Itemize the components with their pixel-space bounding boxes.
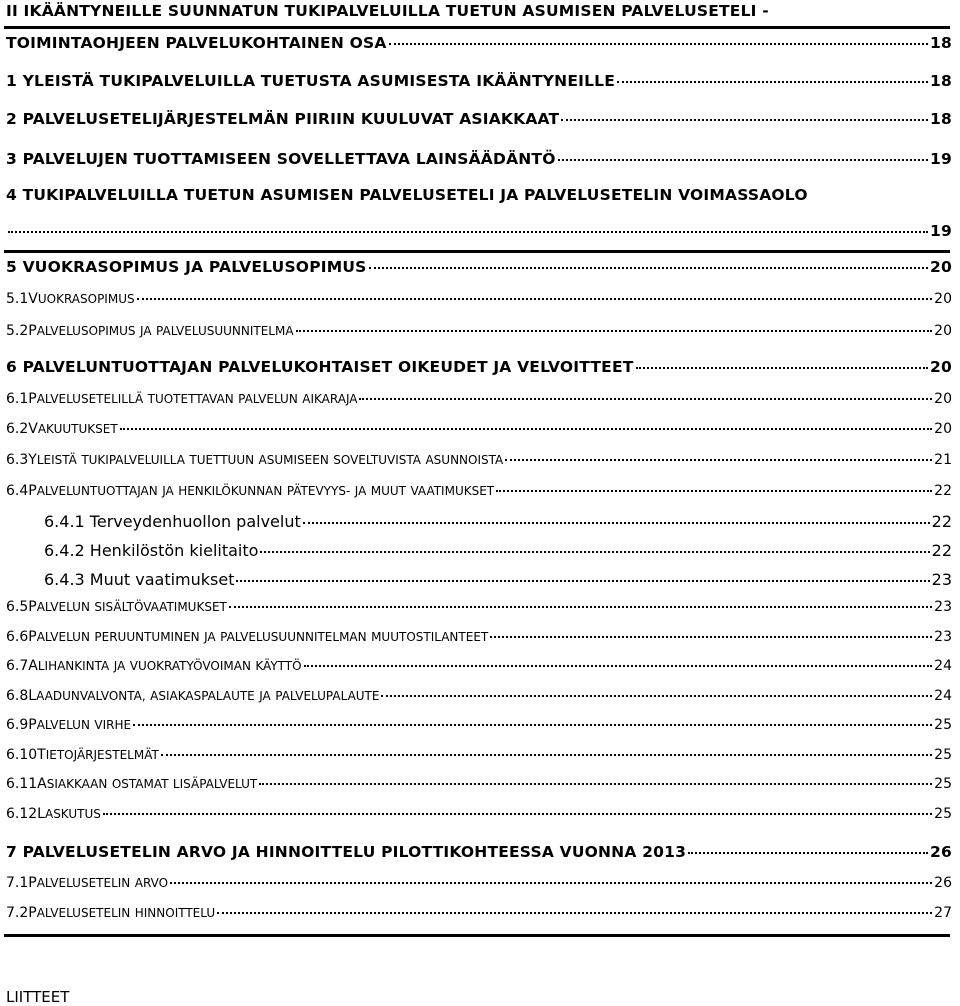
toc-entry[interactable]: [6, 452, 952, 468]
toc-entry[interactable]: [6, 747, 952, 763]
dot-leader: [170, 882, 932, 884]
page-number: 19: [930, 150, 952, 168]
dot-leader: [688, 852, 928, 854]
page-number: 20: [934, 323, 952, 339]
page-number: 18: [930, 72, 952, 90]
dot-leader: [496, 490, 932, 492]
page-number: 20: [934, 391, 952, 407]
dot-leader: [137, 298, 933, 300]
page-number: 18: [930, 110, 952, 128]
toc-entry[interactable]: [6, 599, 952, 615]
dot-leader: [236, 580, 929, 582]
entry-title: 6.4.1 Terveydenhuollon palvelut: [44, 512, 301, 531]
toc-entry[interactable]: [6, 110, 952, 128]
dot-leader: [260, 551, 929, 553]
entry-title: 6.4.2 Henkilöstön kielitaito: [44, 541, 259, 560]
entry-number: 6.1: [6, 391, 29, 407]
dot-leader: [217, 912, 932, 914]
page-number: 23: [934, 599, 952, 615]
entry-title: ALIHANKINTA JA VUOKRATYÖVOIMAN KÄYTTÖ: [28, 658, 302, 674]
page-number: 20: [934, 291, 952, 307]
dot-leader: [296, 330, 933, 332]
page-number: 22: [934, 483, 952, 499]
appendices-heading: LIITTEET: [6, 988, 70, 1006]
entry-number: 6.10: [6, 747, 38, 763]
dot-leader: [303, 522, 930, 524]
page-number: 25: [934, 747, 952, 763]
entry-number: 6.9: [6, 717, 29, 733]
dot-leader: [558, 159, 928, 161]
entry-number: 6.3: [6, 452, 29, 468]
entry-title: PALVELUNTUOTTAJAN JA HENKILÖKUNNAN PÄTEVYYS- JA MUUT VAATIMUKSET: [28, 483, 495, 499]
toc-entry[interactable]: [6, 688, 952, 704]
toc-heading-line: 4 TUKIPALVELUILLA TUETUN ASUMISEN PALVELUSETELI JA PALVELUSETELIN VOIMASSAOLO: [6, 186, 808, 204]
dot-leader: [490, 636, 932, 638]
dot-leader: [359, 398, 932, 400]
toc-entry[interactable]: [6, 34, 952, 52]
entry-title: 3 PALVELUJEN TUOTTAMISEEN SOVELLETTAVA LAINSÄÄDÄNTÖ: [6, 150, 556, 168]
toc-entry[interactable]: [6, 421, 952, 437]
toc-entry[interactable]: [6, 806, 952, 822]
page-number: 23: [931, 570, 952, 589]
entry-number: 6.12: [6, 806, 38, 822]
toc-entry[interactable]: [6, 150, 952, 168]
entry-number: 7.1: [6, 875, 29, 891]
entry-title: PALVELUSETELILLÄ TUOTETTAVAN PALVELUN AIKARAJA: [28, 391, 358, 407]
entry-number: 5.2: [6, 323, 29, 339]
page-number: 20: [930, 358, 952, 376]
underline-rule: [4, 250, 950, 253]
dot-leader: [617, 81, 928, 83]
page-number: 21: [934, 452, 952, 468]
toc-entry[interactable]: [6, 717, 952, 733]
toc-entry[interactable]: [6, 658, 952, 674]
dot-leader: [389, 43, 928, 45]
page-number: 26: [934, 875, 952, 891]
entry-title: VAKUUTUKSET: [28, 421, 118, 437]
dot-leader: [229, 606, 932, 608]
page-number: 25: [934, 806, 952, 822]
entry-title: PALVELUN PERUUNTUMINEN JA PALVELUSUUNNITELMAN MUUTOSTILANTEET: [28, 629, 489, 645]
underline-rule: [4, 934, 950, 937]
toc-entry[interactable]: [6, 875, 952, 891]
entry-title: 1 YLEISTÄ TUKIPALVELUILLA TUETUSTA ASUMISESTA IKÄÄNTYNEILLE: [6, 72, 616, 90]
entry-number: 7.2: [6, 905, 29, 921]
entry-title: TIETOJÄRJESTELMÄT: [37, 747, 159, 763]
page-number: 23: [934, 629, 952, 645]
dot-leader: [103, 813, 932, 815]
toc-entry[interactable]: [44, 541, 952, 560]
toc-entry[interactable]: [6, 905, 952, 921]
entry-title: PALVELUN SISÄLTÖVAATIMUKSET: [28, 599, 227, 615]
page-number: 24: [934, 658, 952, 674]
dot-leader: [120, 428, 932, 430]
dot-leader: [636, 367, 928, 369]
entry-title: 6 PALVELUNTUOTTAJAN PALVELUKOHTAISET OIKEUDET JA VELVOITTEET: [6, 358, 634, 376]
page-number: 25: [934, 717, 952, 733]
entry-number: 6.8: [6, 688, 29, 704]
entry-title: 7 PALVELUSETELIN ARVO JA HINNOITTELU PILOTTIKOHTEESSA VUONNA 2013: [6, 843, 687, 861]
toc-entry[interactable]: [6, 222, 952, 240]
entry-number: 6.11: [6, 776, 38, 792]
toc-entry[interactable]: [6, 391, 952, 407]
dot-leader: [369, 267, 929, 269]
toc-entry[interactable]: [6, 483, 952, 499]
entry-title: PALVELUSOPIMUS JA PALVELUSUUNNITELMA: [28, 323, 294, 339]
toc-heading-line: II IKÄÄNTYNEILLE SUUNNATUN TUKIPALVELUILLA TUETUN ASUMISEN PALVELUSETELI -: [6, 2, 769, 20]
toc-entry[interactable]: [6, 358, 952, 376]
page-number: 22: [931, 541, 952, 560]
entry-number: 6.7: [6, 658, 29, 674]
toc-entry[interactable]: [6, 72, 952, 90]
entry-title: LASKUTUS: [37, 806, 101, 822]
entry-number: 5.1: [6, 291, 29, 307]
toc-entry[interactable]: [44, 512, 952, 531]
dot-leader: [133, 724, 932, 726]
dot-leader: [8, 231, 928, 233]
page-number: 19: [930, 222, 952, 240]
page-number: 24: [934, 688, 952, 704]
dot-leader: [381, 695, 932, 697]
dot-leader: [561, 119, 928, 121]
entry-title: ASIAKKAAN OSTAMAT LISÄPALVELUT: [37, 776, 258, 792]
entry-title: YLEISTÄ TUKIPALVELUILLA TUETTUUN ASUMISEEN SOVELTUVISTA ASUNNOISTA: [28, 452, 504, 468]
entry-title: TOIMINTAOHJEEN PALVELUKOHTAINEN OSA: [6, 34, 387, 52]
page-number: 26: [930, 843, 952, 861]
toc-entry[interactable]: [6, 629, 952, 645]
toc-entry[interactable]: [6, 291, 952, 307]
page-number: 20: [934, 421, 952, 437]
page-number: 25: [934, 776, 952, 792]
entry-title: VUOKRASOPIMUS: [28, 291, 135, 307]
entry-title: PALVELUSETELIN ARVO: [28, 875, 169, 891]
toc-entry[interactable]: [6, 258, 952, 276]
entry-number: 6.4: [6, 483, 29, 499]
underline-rule: [4, 26, 950, 29]
toc-entry[interactable]: [6, 323, 952, 339]
entry-title: LAADUNVALVONTA, ASIAKASPALAUTE JA PALVELUPALAUTE: [28, 688, 380, 704]
page-number: 18: [930, 34, 952, 52]
dot-leader: [259, 783, 932, 785]
entry-title: PALVELUN VIRHE: [28, 717, 132, 733]
page-number: 27: [934, 905, 952, 921]
dot-leader: [304, 665, 933, 667]
entry-title: PALVELUSETELIN HINNOITTELU: [28, 905, 216, 921]
dot-leader: [161, 754, 932, 756]
toc-entry[interactable]: [44, 570, 952, 589]
entry-title: 5 VUOKRASOPIMUS JA PALVELUSOPIMUS: [6, 258, 367, 276]
toc-entry[interactable]: [6, 776, 952, 792]
page-number: 20: [930, 258, 952, 276]
toc-entry[interactable]: [6, 843, 952, 861]
entry-number: 6.5: [6, 599, 29, 615]
dot-leader: [505, 459, 932, 461]
entry-number: 6.6: [6, 629, 29, 645]
entry-title: 2 PALVELUSETELIJÄRJESTELMÄN PIIRIIN KUULUVAT ASIAKKAAT: [6, 110, 560, 128]
page-number: 22: [931, 512, 952, 531]
entry-number: 6.2: [6, 421, 29, 437]
entry-title: 6.4.3 Muut vaatimukset: [44, 570, 235, 589]
